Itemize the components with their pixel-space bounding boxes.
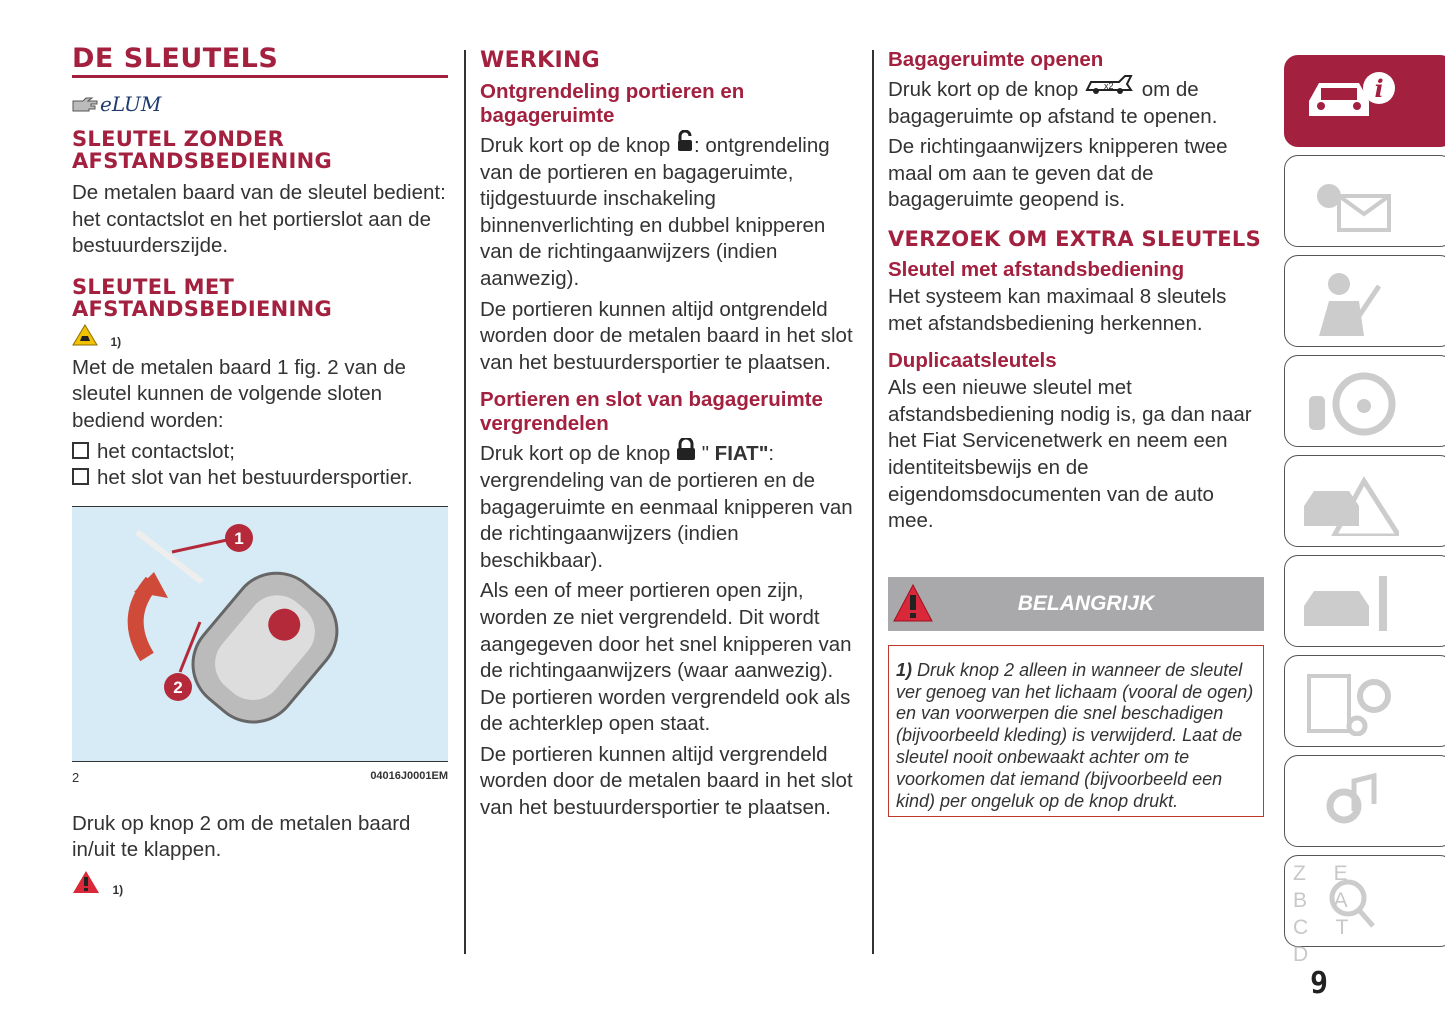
paragraph: Druk kort op de knop : ontgrendeling van de portieren en bagageruimte, tijdgestuurde inschakeling binnenverlichting en dubbel knipperen van de richtingaanwijzers (indien aanwezig). <box>480 130 856 293</box>
tab-safety[interactable] <box>1284 255 1445 347</box>
column-1 <box>72 44 448 899</box>
tab-multimedia[interactable] <box>1284 755 1445 847</box>
callout-1: 1 <box>234 528 244 548</box>
checkbox-bullet-icon <box>72 468 89 485</box>
tab-emergency[interactable] <box>1284 455 1445 547</box>
list-gears-icon <box>1299 666 1399 736</box>
list-item: het slot van het bestuurdersportier. <box>72 465 448 492</box>
car-wrench-icon <box>1299 566 1399 636</box>
figure-number: 2 <box>72 769 80 785</box>
trunk-key-icon <box>1084 74 1136 96</box>
column-divider <box>464 50 466 954</box>
music-signal-icon <box>1299 766 1399 836</box>
paragraph: De portieren kunnen altijd ontgrendeld worden door de metalen baard in het slot van het bestuurdersportier te plaatsen. <box>480 297 853 374</box>
caution-triangle-icon <box>72 324 98 346</box>
subheading: Bagageruimte openen <box>888 48 1104 71</box>
caution-reference[interactable] <box>72 324 448 351</box>
seatbelt-person-icon <box>1299 266 1399 336</box>
pointing-hand-icon <box>72 96 98 112</box>
callout-2: 2 <box>173 677 183 697</box>
warning-triangle-icon <box>72 870 100 894</box>
column-2 <box>480 44 856 826</box>
light-message-icon <box>1299 166 1399 236</box>
paragraph: Druk op knop 2 om de metalen baard in/uit te klappen. <box>72 811 411 862</box>
subheading: Ontgrendeling portieren en bagageruimte <box>480 80 745 127</box>
key-figure <box>72 506 448 762</box>
warning-triangle-icon <box>892 583 934 625</box>
checkbox-bullet-icon <box>72 442 89 459</box>
paragraph: Als een of meer portieren open zijn, worden ze niet vergrendeld. Dit wordt aangegeven door het snel knipperen van de richtingaanwijzers (waar aanwezig). De portieren worden vergrendeld ook als de achterklep open staat. <box>480 579 852 736</box>
svg-text:x2: x2 <box>1104 81 1114 91</box>
warning-reference[interactable] <box>72 870 448 899</box>
warning-note: 1) Druk knop 2 alleen in wanneer de sleutel ver genoeg van het lichaam (vooral de ogen) en van voorwerpen die snel beschadigen (bijvoorbeeld kleding) is verwijderd. Laat de sleutel nooit onbewaakt achter om te voorkomen dat iemand (bijvoorbeeld een kind) per ongeluk op de knop drukt. <box>888 645 1264 817</box>
paragraph: De metalen baard van de sleutel bedient: het contactslot en het portierslot aan de bestuurderszijde. <box>72 181 446 258</box>
paragraph: De richtingaanwijzers knipperen twee maal om aan te geven dat de bagageruimte geopend is. <box>888 135 1228 212</box>
key-steering-wheel-icon <box>1299 366 1399 436</box>
figure-caption <box>72 770 448 785</box>
key-illustration <box>72 507 448 761</box>
note-ref: 1) <box>112 882 124 897</box>
tab-index[interactable] <box>1284 855 1445 966</box>
paragraph: Druk kort op de knop x2 om de bagageruimte op afstand te openen. <box>888 74 1264 130</box>
tab-lights-messages[interactable] <box>1284 155 1445 247</box>
car-warning-triangle-icon <box>1299 466 1399 536</box>
section-heading: SLEUTEL ZONDER AFSTANDSBEDIENING <box>72 127 333 173</box>
tab-car-info[interactable] <box>1284 55 1445 147</box>
index-letters: Z E B A C T D <box>1293 862 1355 966</box>
section-heading: SLEUTEL MET AFSTANDSBEDIENING <box>72 274 333 321</box>
section-heading: WERKING <box>480 48 601 73</box>
car-info-icon <box>1299 66 1399 136</box>
paragraph: Het systeem kan maximaal 8 sleutels met afstandsbediening herkennen. <box>888 284 1227 335</box>
svg-text:i: i <box>1374 74 1384 103</box>
tab-technical-data[interactable] <box>1284 655 1445 747</box>
section-heading: VERZOEK OM EXTRA SLEUTELS <box>888 226 1262 251</box>
paragraph: Met de metalen baard 1 fig. 2 van de sleutel kunnen de volgende sloten bediend worden: <box>72 355 406 432</box>
list-item: het contactslot; <box>72 439 448 466</box>
column-divider <box>872 50 874 954</box>
column-3 <box>888 44 1264 817</box>
page-title: DE SLEUTELS <box>72 44 448 78</box>
subheading: Duplicaatsleutels <box>888 349 1057 373</box>
subheading: Sleutel met afstandsbediening <box>888 257 1185 281</box>
elum-link[interactable] <box>72 92 448 116</box>
unlock-icon <box>676 130 694 152</box>
page-number: 9 <box>1310 966 1329 1001</box>
tab-starting-driving[interactable] <box>1284 355 1445 447</box>
paragraph: Druk kort op de knop " FIAT": vergrendeling van de portieren en de bagageruimte en eenmaal knipperen van de richtingaanwijzers (indien beschikbaar). <box>480 438 856 574</box>
warning-banner <box>888 577 1264 631</box>
tab-maintenance[interactable] <box>1284 555 1445 647</box>
lock-icon <box>676 438 696 460</box>
subheading: Portieren en slot van bagageruimte vergrendelen <box>480 388 823 436</box>
warning-title: BELANGRIJK <box>1017 591 1155 615</box>
figure-code: 04016J0001EM <box>370 769 448 782</box>
elum-label: eLUM <box>100 92 162 116</box>
note-ref: 1) <box>110 334 122 349</box>
paragraph: Als een nieuwe sleutel met afstandsbediening nodig is, ga dan naar het Fiat Servicenetwerk en neem een identiteitsbewijs en de eigendomsdocumenten van de auto mee. <box>888 376 1252 533</box>
paragraph: De portieren kunnen altijd vergrendeld worden door de metalen baard in het slot van het bestuurdersportier te plaatsen. <box>480 742 853 820</box>
